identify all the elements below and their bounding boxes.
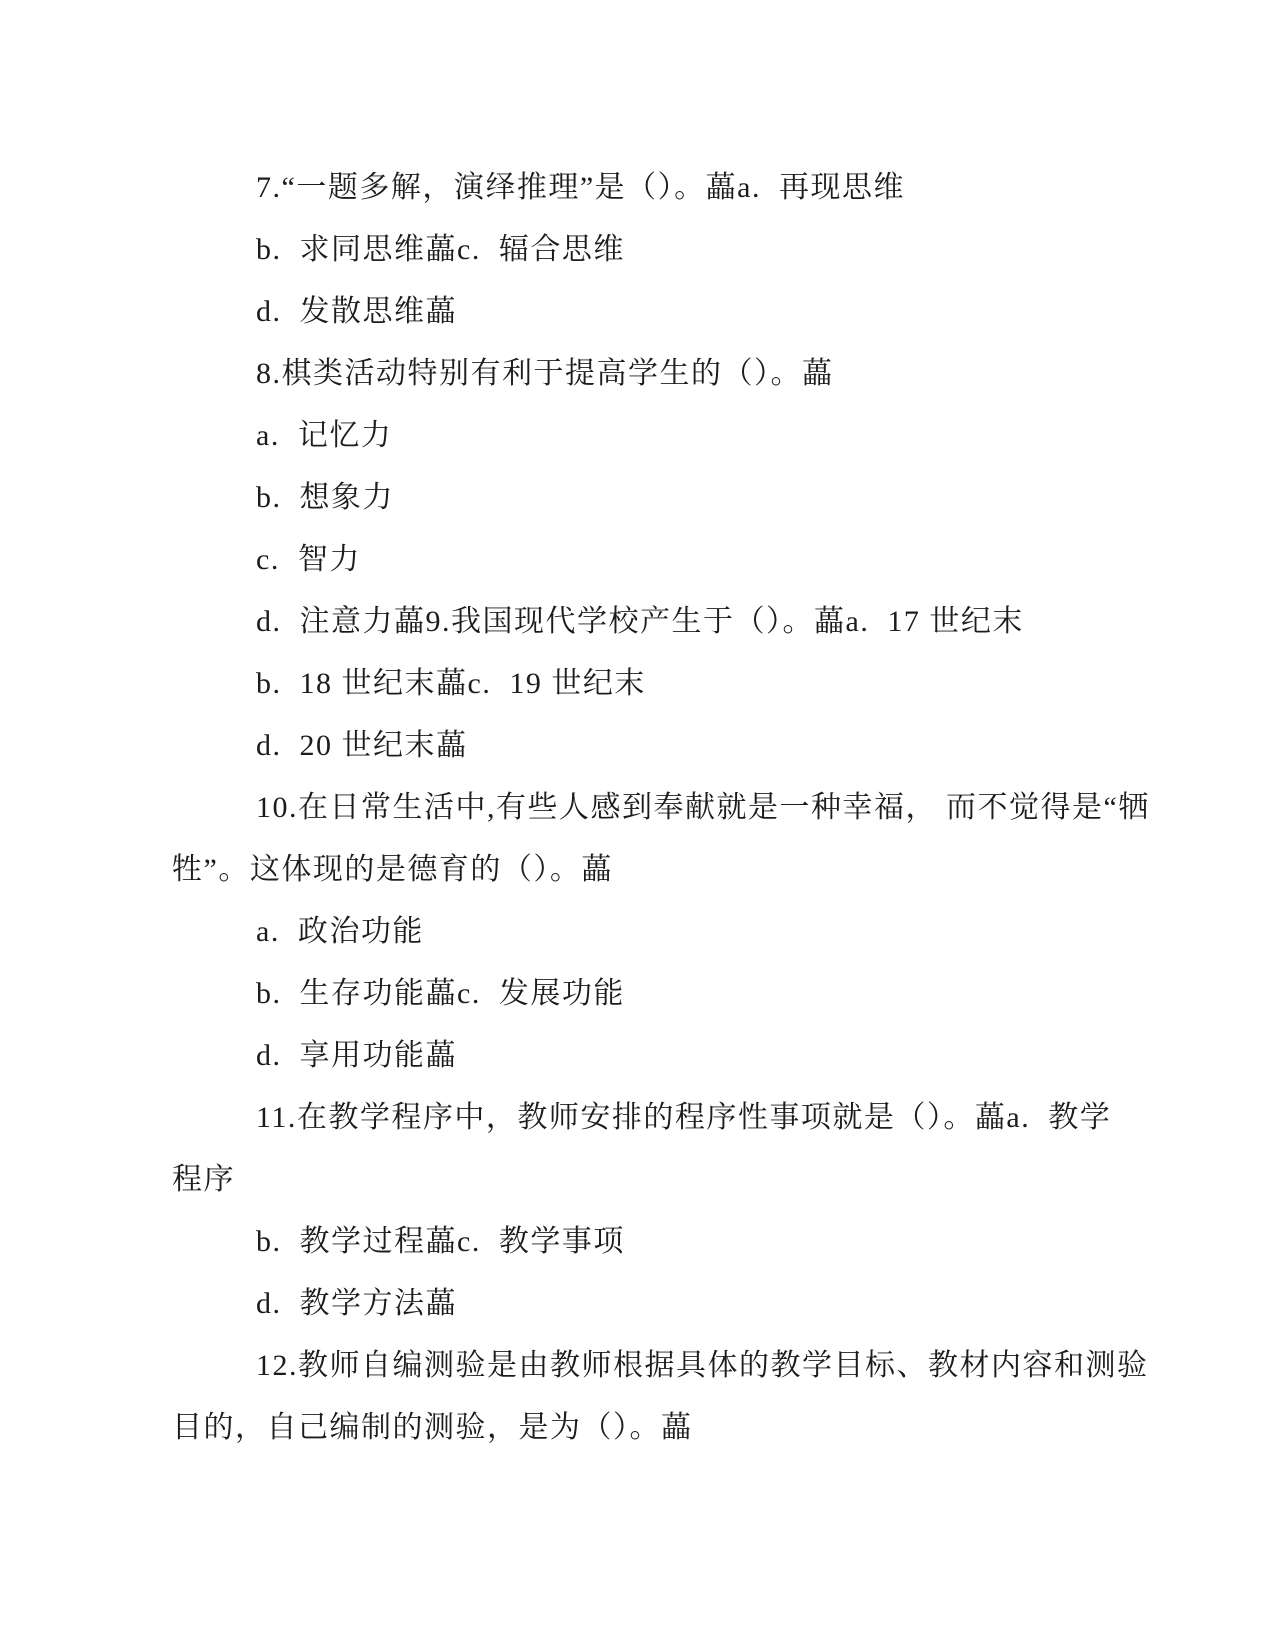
q11-option-d-line: d. 教学方法藟 <box>256 1287 457 1320</box>
question-12-line-1: 12.教师自编测验是由教师根据具体的教学目标、教材内容和测验 <box>256 1349 1149 1382</box>
q9-option-d-line: d. 20 世纪末藟 <box>256 729 468 762</box>
q7-option-d-line: d. 发散思维藟 <box>256 295 457 328</box>
q10-options-bc-line: b. 生存功能藟c. 发展功能 <box>256 977 625 1010</box>
q8-option-a-line: a. 记忆力 <box>256 419 393 452</box>
question-10-line-1: 10.在日常生活中,有些人感到奉献就是一种幸福， 而不觉得是“牺 <box>256 791 1150 824</box>
q7-options-bc-line: b. 求同思维藟c. 辐合思维 <box>256 233 625 266</box>
q11-options-bc-line: b. 教学过程藟c. 教学事项 <box>256 1225 625 1258</box>
q10-option-a-line: a. 政治功能 <box>256 915 424 948</box>
q8-option-b-line: b. 想象力 <box>256 481 394 514</box>
q8-option-c-line: c. 智力 <box>256 543 361 576</box>
question-11-line-2: 程序 <box>172 1163 235 1196</box>
question-12-line-2: 目的，自己编制的测验，是为（）。藟 <box>172 1411 693 1444</box>
q10-option-d-line: d. 享用功能藟 <box>256 1039 457 1072</box>
question-8-line: 8.棋类活动特别有利于提高学生的（）。藟 <box>256 357 834 390</box>
question-11-line-1: 11.在教学程序中，教师安排的程序性事项就是（）。藟a. 教学 <box>256 1101 1112 1134</box>
q8-d-question-9-line: d. 注意力藟9.我国现代学校产生于（）。藟a. 17 世纪末 <box>256 605 1024 638</box>
question-10-line-2: 牲”。这体现的是德育的（）。藟 <box>172 853 613 886</box>
q9-options-bc-line: b. 18 世纪末藟c. 19 世纪末 <box>256 667 646 700</box>
question-7-line: 7.“一题多解，演绎推理”是（）。藟a. 再现思维 <box>256 171 905 204</box>
